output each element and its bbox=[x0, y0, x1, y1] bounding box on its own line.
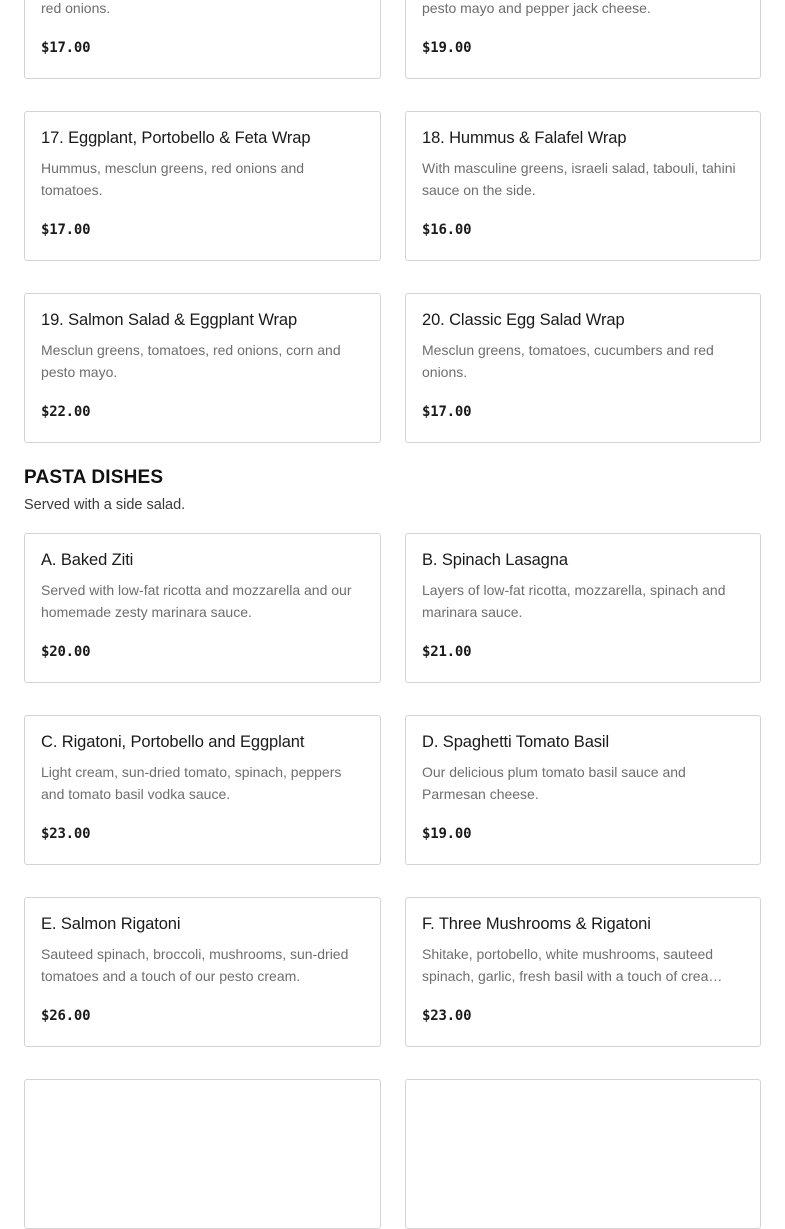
menu-item-description: Light cream, sun-dried tomato, spinach, peppers and tomato basil vodka sauce. bbox=[41, 764, 342, 802]
menu-item-description: Shitake, portobello, white mushrooms, sauteed spinach, garlic, fresh basil with a touch of crea… bbox=[422, 946, 723, 984]
menu-item-description: Sauteed spinach, broccoli, mushrooms, sun-dried tomatoes and a touch of our pesto cream. bbox=[41, 946, 349, 984]
menu-item-price: $20.00 bbox=[41, 644, 91, 660]
section-subtitle: Served with a side salad. bbox=[24, 497, 186, 513]
menu-item-price: $16.00 bbox=[422, 222, 472, 238]
menu-item-title: F. Three Mushrooms & Rigatoni bbox=[422, 915, 651, 933]
menu-item-price: $26.00 bbox=[41, 1008, 91, 1024]
menu-item-card[interactable] bbox=[24, 715, 381, 865]
menu-item-card[interactable] bbox=[405, 1079, 761, 1229]
menu-item-title: E. Salmon Rigatoni bbox=[41, 915, 181, 933]
menu-item-title: B. Spinach Lasagna bbox=[422, 551, 568, 569]
menu-item-card[interactable] bbox=[405, 897, 761, 1047]
menu-item-description: Mesclun greens, tomatoes, red onions, corn and pesto mayo. bbox=[41, 342, 341, 380]
menu-item-description: Mesclun greens, tomatoes, cucumbers and red onions. bbox=[422, 342, 714, 380]
menu-item-title: 19. Salmon Salad & Eggplant Wrap bbox=[41, 311, 298, 329]
menu-item-description: Hummus, mesclun greens, red onions and tomatoes. bbox=[41, 160, 305, 198]
menu-item-price: $17.00 bbox=[41, 222, 91, 238]
menu-item-card[interactable] bbox=[405, 715, 761, 865]
menu-item-card[interactable] bbox=[24, 0, 381, 79]
menu-item-title: 18. Hummus & Falafel Wrap bbox=[422, 129, 627, 147]
menu-item-card[interactable] bbox=[405, 293, 761, 443]
menu-item-description: Layers of low-fat ricotta, mozzarella, spinach and marinara sauce. bbox=[422, 582, 726, 620]
menu-item-description: Our delicious plum tomato basil sauce and Parmesan cheese. bbox=[422, 764, 686, 802]
menu-item-price: $19.00 bbox=[422, 826, 472, 842]
menu-item-card[interactable] bbox=[24, 1079, 381, 1229]
menu-item-price: $23.00 bbox=[422, 1008, 472, 1024]
menu-item-card[interactable] bbox=[405, 111, 761, 261]
menu-item-card[interactable] bbox=[24, 293, 381, 443]
menu-item-card[interactable] bbox=[405, 0, 761, 79]
menu-item-price: $19.00 bbox=[422, 40, 472, 56]
section-heading: PASTA DISHES bbox=[24, 467, 164, 488]
menu-item-description: pesto mayo and pepper jack cheese. bbox=[422, 0, 651, 16]
menu-item-title: C. Rigatoni, Portobello and Eggplant bbox=[41, 733, 305, 751]
menu-item-title: 20. Classic Egg Salad Wrap bbox=[422, 311, 625, 329]
menu-item-title: D. Spaghetti Tomato Basil bbox=[422, 733, 610, 751]
menu-item-description: red onions. bbox=[41, 0, 111, 16]
menu-item-price: $17.00 bbox=[422, 404, 472, 420]
menu-item-price: $21.00 bbox=[422, 644, 472, 660]
menu-item-card[interactable] bbox=[24, 111, 381, 261]
menu-item-description: Served with low-fat ricotta and mozzarella and our homemade zesty marinara sauce. bbox=[41, 582, 352, 620]
menu-item-card[interactable] bbox=[24, 533, 381, 683]
menu-item-description: With masculine greens, israeli salad, tabouli, tahini sauce on the side. bbox=[422, 160, 736, 198]
menu-item-title: 17. Eggplant, Portobello & Feta Wrap bbox=[41, 129, 311, 147]
menu-item-card[interactable] bbox=[24, 897, 381, 1047]
menu-item-price: $17.00 bbox=[41, 40, 91, 56]
menu-item-price: $22.00 bbox=[41, 404, 91, 420]
menu-item-title: A. Baked Ziti bbox=[41, 551, 134, 569]
menu-item-card[interactable] bbox=[405, 533, 761, 683]
menu-item-price: $23.00 bbox=[41, 826, 91, 842]
